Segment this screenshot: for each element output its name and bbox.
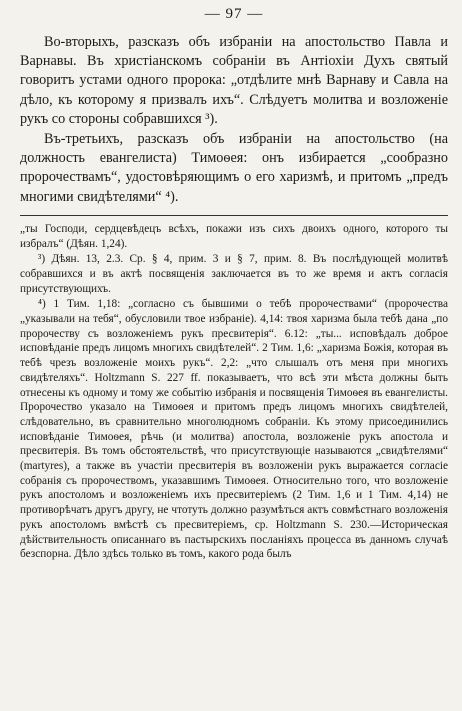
main-paragraph: Въ-третьихъ, разсказъ объ избраніи на апостольство (на должность евангелиста) Тимоѳея: онъ избирается „сообразно пророчествамъ“, удостовѣряющимъ о его харизмѣ, и притомъ „предъ многими свидѣтелями“ ⁴).: [20, 131, 448, 205]
page-number: — 97 —: [204, 6, 264, 22]
footnote: ³) Дѣян. 13, 2.3. Ср. § 4, прим. 3 и § 7, прим. 8. Въ послѣдующей молитвѣ собравшихся и въ актѣ посвященія заключается въ то же время и актъ согласія присутствующихъ.: [20, 253, 448, 295]
footnotes: [20, 222, 448, 562]
footnote: ⁴) 1 Тим. 1,18: „согласно съ бывшими о тебѣ пророчествами“ (пророчества „указывали на тебя“, обусловили твое избраніе). 4,14: твоя харизма была тебѣ дана „по пророчеству съ возложеніемъ рукъ пресвитерія“. 6.12: „ты... исповѣдалъ доброе исповѣданіе предъ лицомъ многихъ свидѣтелей“. 2 Тим. 1,6: „харизма Божія, которая въ тебѣ чрезъ возложеніе моихъ рукъ“. 2,2: „что слышалъ отъ меня при многихъ свидѣтеляхъ“. Holtzmann S. 227 ff. показываетъ, что всѣ эти мѣста должны быть отнесены къ одному и тому же событію избранія и посвященія Тимоѳея въ евангелисты. Пророчество указало на Тимоѳея и притомъ предъ лицомъ многихъ свидѣтелей, слѣдовательно, въ сравнительно многолюдномъ собраніи. Къ этому присоединились исповѣданіе Тимоѳея, рѣчь (и молитва) апостола, возложеніе рукъ апостола и пресвитерія. Въ томъ обстоятельствѣ, что присутствующіе называются „свидѣтелями“ (martyres), а также въ участіи пресвитерія въ возложеніи рукъ выражается согласіе собранія съ пророчествомъ, указавшимъ Тимоѳея. Относительно того, что возложеніе рукъ апостоломъ и возложеніемъ ихъ пресвитеріемъ (2 Тим. 1,6 и 1 Тим. 4,14) не противорѣчатъ другъ другу, не чтотуть должно разумѣться актъ совмѣстнаго возложенія рукъ апостоломъ вмѣстѣ съ пресвитеріемъ, ср. Holtzmann S. 230.—Историческая дѣйствительность описаннаго въ пастырскихъ посланіяхъ процесса въ данномъ случаѣ безспорна. Дѣло здѣсь только въ томъ, какого рода былъ: [20, 298, 448, 561]
main-text: [20, 33, 448, 207]
footnote: „ты Господи, сердцевѣдецъ всѣхъ, покажи изъ сихъ двоихъ одного, которого ты избралъ“ (Дѣян. 1,24).: [20, 222, 448, 250]
footnote-divider: [20, 215, 448, 216]
main-paragraph: Во-вторыхъ, разсказъ объ избраніи на апостольство Павла и Варнавы. Въ христіанскомъ собраніи въ Антіохіи Духъ святый говоритъ устами одного пророка: „отдѣлите мнѣ Варнаву и Савла на дѣло, къ которому я призвалъ ихъ“. Слѣдуетъ молитва и возложеніе рукъ со стороны собравшихся ³).: [20, 34, 448, 127]
